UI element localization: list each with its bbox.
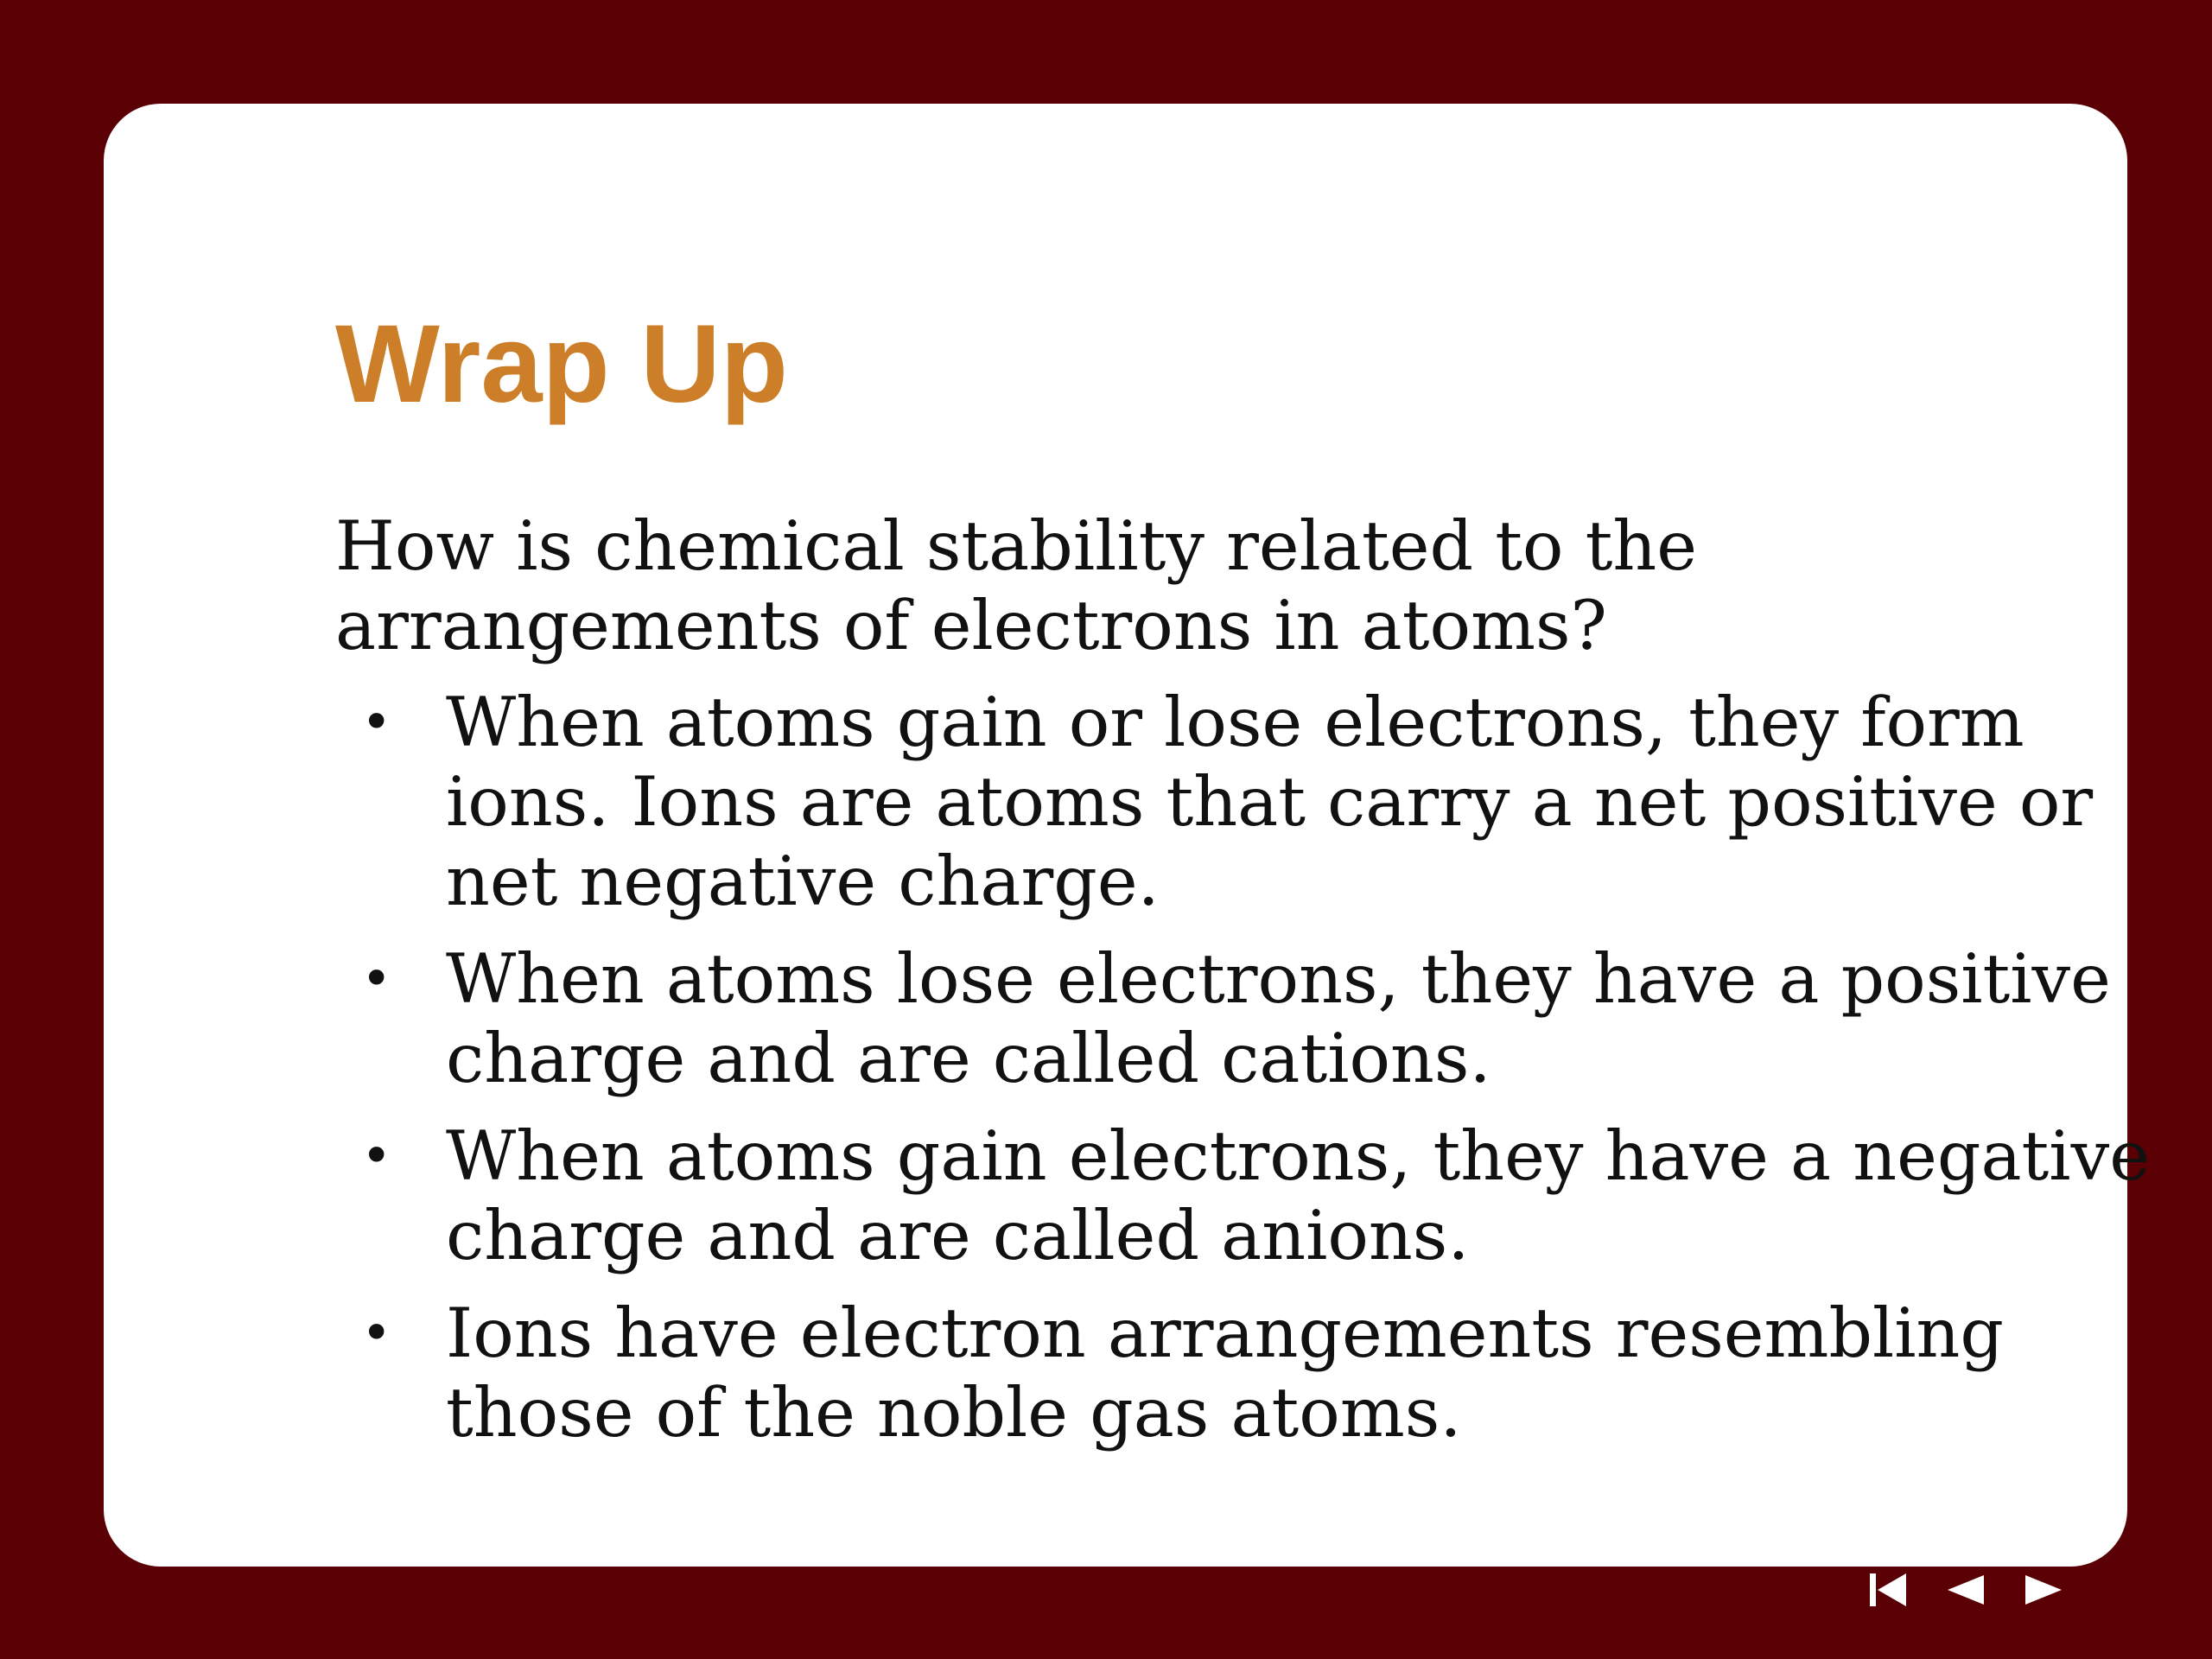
bullet-dot: • <box>361 1303 392 1363</box>
question-text <box>335 506 2063 665</box>
bullet-line: When atoms gain or lose electrons, they form <box>446 683 2024 762</box>
next-arrow-icon[interactable] <box>2022 1568 2065 1611</box>
bullet-line: net negative charge. <box>446 842 1160 921</box>
bullet-line: charge and are called cations. <box>446 1019 1491 1098</box>
bullet-line: those of the noble gas atoms. <box>446 1373 1462 1452</box>
bullet-dot: • <box>361 692 392 753</box>
slide-title: Wrap Up <box>335 302 788 426</box>
bullet-line: charge and are called anions. <box>446 1196 1470 1275</box>
bullet-text <box>446 683 2093 921</box>
previous-arrow-icon[interactable] <box>1944 1568 1987 1611</box>
question-line: arrangements of electrons in atoms? <box>335 586 1607 665</box>
bullet-line: When atoms gain electrons, they have a negative <box>446 1116 2150 1196</box>
bullet-text <box>446 1294 2004 1452</box>
question-line: How is chemical stability related to the <box>335 506 1697 586</box>
slide-navigation <box>1866 1564 2065 1616</box>
bullet-line: ions. Ions are atoms that carry a net positive or <box>446 762 2094 842</box>
skip-to-start-icon[interactable] <box>1866 1568 1910 1611</box>
bullet-line: Ions have electron arrangements resembling <box>446 1294 2004 1373</box>
bullet-text <box>446 939 2111 1098</box>
bullet-line: When atoms lose electrons, they have a positive <box>446 939 2111 1019</box>
bullet-dot: • <box>361 949 392 1009</box>
bullet-text <box>446 1116 2150 1275</box>
bullet-dot: • <box>361 1126 392 1186</box>
